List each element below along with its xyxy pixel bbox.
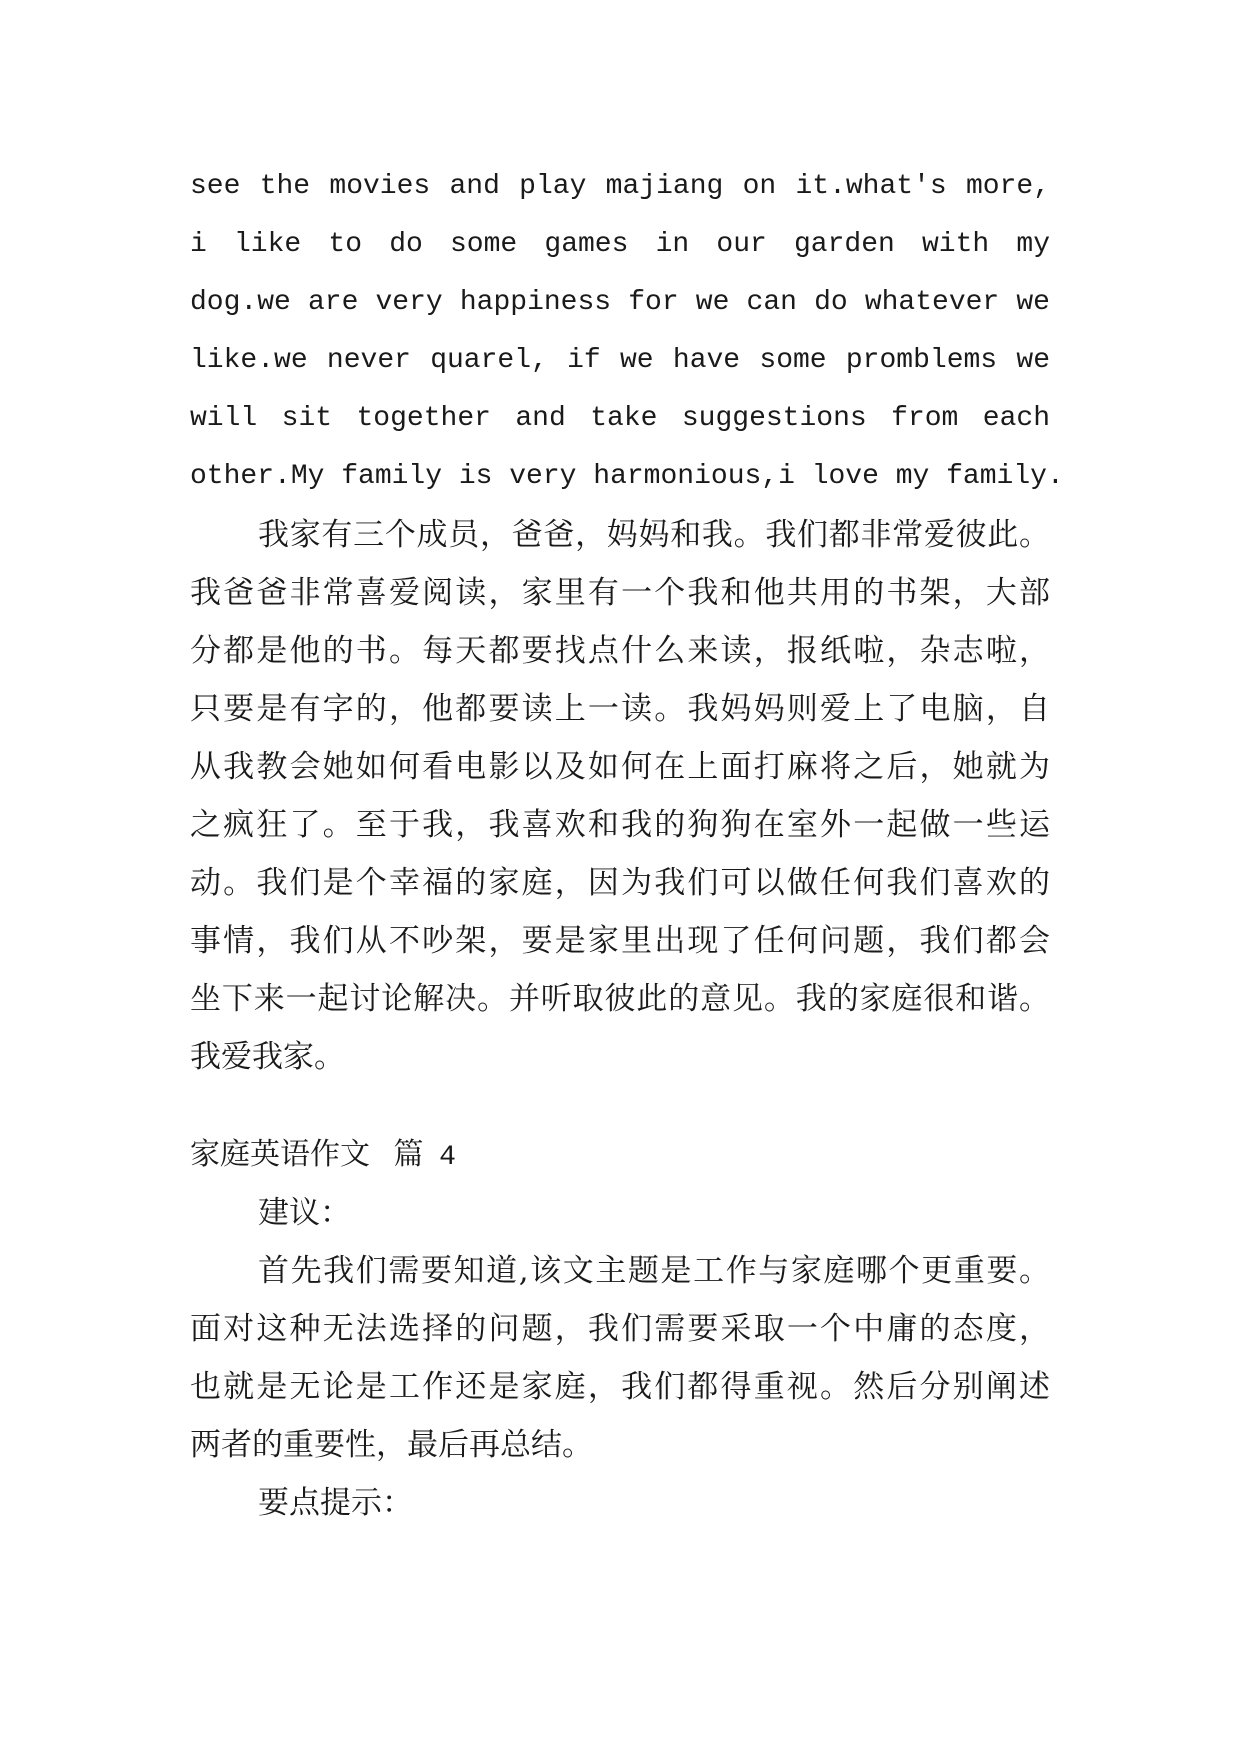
- chinese-line: 坐下来一起讨论解决。并听取彼此的意见。我的家庭很和谐。: [190, 981, 1050, 1017]
- chinese-line: 我爱我家。: [190, 1039, 345, 1075]
- chinese-line: 动。我们是个幸福的家庭，因为我们可以做任何我们喜欢的: [190, 865, 1050, 901]
- document-page: [190, 158, 1064, 1532]
- english-paragraph: [190, 158, 1064, 506]
- section-part-label: 篇: [393, 1137, 424, 1172]
- suggestion-section: [190, 1184, 1050, 1532]
- chinese-line: 分都是他的书。每天都要找点什么来读，报纸啦，杂志啦，: [190, 633, 1050, 669]
- suggestion-line: 面对这种无法选择的问题，我们需要采取一个中庸的态度，: [190, 1311, 1050, 1347]
- section-heading: [190, 1126, 1050, 1184]
- english-line: see the movies and play majiang on it.what's more,: [190, 171, 1050, 202]
- english-line: dog.we are very happiness for we can do whatever we: [190, 287, 1050, 318]
- chinese-line: 我家有三个成员，爸爸，妈妈和我。我们都非常爱彼此。: [258, 517, 1050, 553]
- english-line: like.we never quarel, if we have some promblems we: [190, 345, 1050, 376]
- suggestion-line: 首先我们需要知道,该文主题是工作与家庭哪个更重要。: [258, 1253, 1050, 1289]
- section-title: 家庭英语作文: [190, 1137, 370, 1172]
- suggestion-line: 也就是无论是工作还是家庭，我们都得重视。然后分别阐述: [190, 1369, 1050, 1405]
- section-part-number: 4: [439, 1142, 456, 1173]
- english-line: will sit together and take suggestions from each: [190, 403, 1050, 434]
- suggestion-line: 两者的重要性，最后再总结。: [190, 1427, 593, 1463]
- chinese-line: 之疯狂了。至于我，我喜欢和我的狗狗在室外一起做一些运: [190, 807, 1050, 843]
- suggestion-label: 建议：: [258, 1195, 351, 1231]
- english-line: i like to do some games in our garden with my: [190, 229, 1050, 260]
- key-points-label: 要点提示：: [258, 1485, 413, 1521]
- english-line: other.My family is very harmonious,i love my family.: [190, 461, 1064, 492]
- chinese-line: 只要是有字的，他都要读上一读。我妈妈则爱上了电脑，自: [190, 691, 1050, 727]
- chinese-line: 从我教会她如何看电影以及如何在上面打麻将之后，她就为: [190, 749, 1050, 785]
- chinese-line: 我爸爸非常喜爱阅读，家里有一个我和他共用的书架，大部: [190, 575, 1050, 611]
- chinese-line: 事情，我们从不吵架，要是家里出现了任何问题，我们都会: [190, 923, 1050, 959]
- chinese-paragraph: [190, 506, 1050, 1086]
